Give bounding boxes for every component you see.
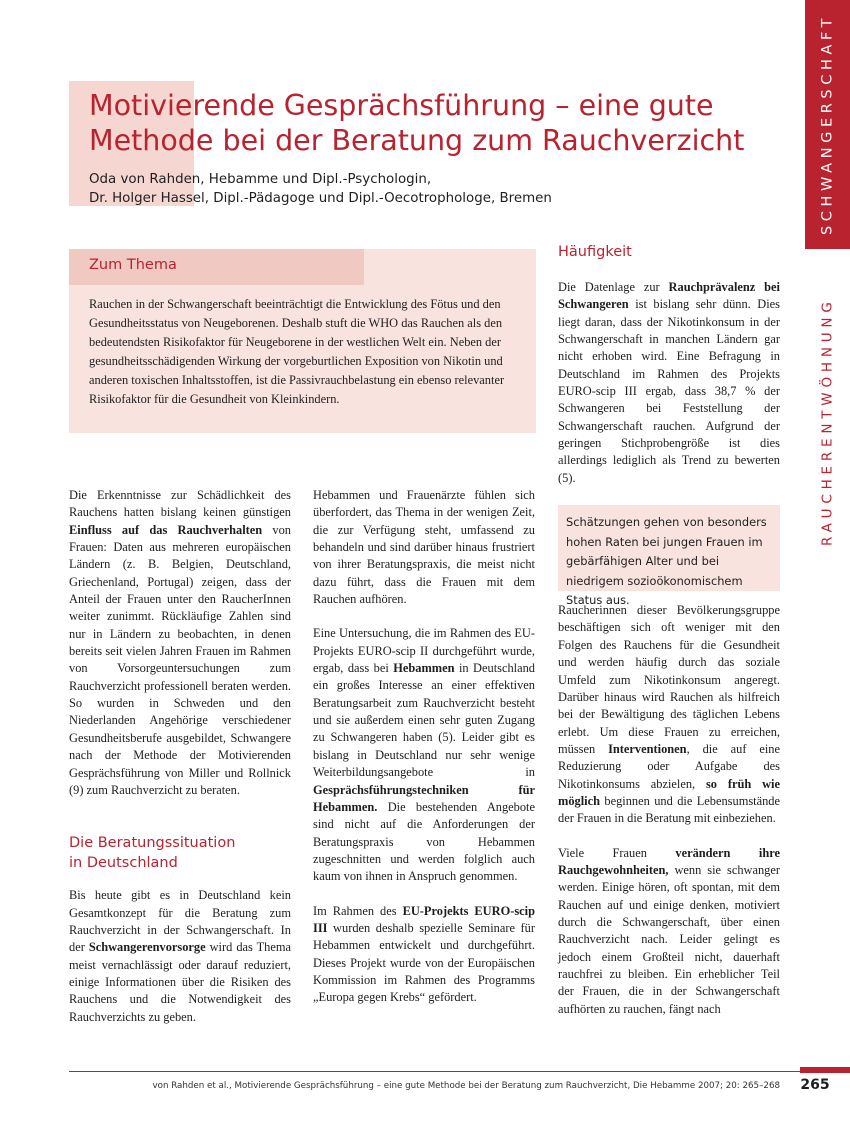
text-run: Die Datenlage zur (558, 280, 669, 294)
text-run: wenn sie schwanger werden. Einige hören, oft spontan, mit dem Rauchen auf und einige denken, motiviert durch die Schwangerschaft, über einen Rauchverzicht nach. Leider gelingt es jedoch einem Großteil nicht, dauerhaft rauchfrei zu bleiben. Ein erheblicher Teil der Frauen, die in der Schwangerschaft aufhörten zu rauchen, fängt nach (558, 862, 780, 1016)
author-line-1: Oda von Rahden, Hebamme und Dipl.-Psychologin, (89, 172, 432, 187)
page-number: 265 (800, 1077, 830, 1093)
text-run: Im Rahmen des (313, 903, 403, 918)
heading-line: in Deutschland (69, 855, 178, 872)
article-title (89, 88, 789, 158)
bold-run: Hebammen (393, 661, 455, 676)
topic-box-text: Rauchen in der Schwangerschaft beeinträchtigt die Entwicklung des Fötus und den Gesundheitsstatus von Neugeborenen. Deshalb stuft die WHO das Rauchen als den bedeutendsten Risikofaktor für Neugeborene in der westlichen Welt ein. Neben der gesundheitsschädigenden Wirkung der vorgeburtlichen Exposition von Nikotin und anderen toxischen Inhaltsstoffen, ist die Passivrauchbelastung ein ebenso relevanter Risikofaktor für die Gesundheit von Kleinkindern. (89, 297, 505, 407)
text-run: wird das Thema meist vernachlässigt oder darauf reduziert, einige Informationen über die Risiken des Rauchens und die Notwendigkeit des Rauchverzichts zu geben. (69, 940, 292, 1024)
bold-run: Gesprächsführungstechniken für Hebammen. (313, 782, 535, 814)
footer-citation: von Rahden et al., Motivierende Gesprächsführung – eine gute Methode bei der Beratung zum Rauchverzicht, Die Hebamme 2007; 20: 265–268 (152, 1081, 780, 1091)
paragraph: Hebammen und Frauenärzte fühlen sich überfordert, das Thema in der wenigen Zeit, die zur Verfügung steht, umfassend zu behandeln und sind darüber hinaus frustriert von ihrer Beratungspraxis, die meist nicht dazu führt, dass die Frauen mit dem Rauchen aufhören. (313, 488, 535, 607)
paragraph (69, 887, 291, 1026)
column-3 (558, 242, 780, 1018)
bold-run: so früh wie möglich (558, 776, 780, 808)
bold-run: Schwangerenvorsorge (88, 940, 206, 955)
authors (89, 170, 709, 208)
text-run: Raucherinnen dieser Bevölkerungsgruppe beschäftigen sich oft weniger mit den Folgen des Rauchens für die Gesundheit und werden häufig durch das soziale Umfeld zum Nikotinkonsum angeregt. Darüber hinaus wird Rauchen als hilfreich bei der Bewältigung des täglichen Lebens erlebt. Um diese Frauen zu erreichen, müssen (558, 603, 780, 756)
text-run: , die auf eine Reduzierung oder Aufgabe des Nikotinkonsums abzielen, (558, 741, 780, 791)
text-run: in Deutschland ein großes Interesse an einer effektiven Beratungsarbeit zum Rauchverzicht besteht und sie außerdem einen sehr guten Zugang zu Schwangeren haben (5). Leider gibt es bislang in Deutschland nur sehr wenige Weiterbildungsangebote in (313, 661, 535, 780)
text-run: ist bislang sehr dünn. Dies liegt daran, dass der Nikotinkonsum in der Schwangerschaft in manchen Ländern gar nicht erhoben wird. Eine Befragung in Deutschland im Rahmen des Projekts EURO-scip III ergab, dass 38,7 % der Schwangeren bei Feststellung der Schwangerschaft rauchen. Aufgrund der geringen Stichprobengröße ist dies allerdings lediglich als Trend zu bewerten (5). (558, 297, 780, 485)
paragraph (558, 602, 780, 827)
section-heading-beratungssituation (69, 833, 291, 873)
text-run: Bis heute gibt es in Deutschland kein Gesamtkonzept für die Beratung zum Rauchverzicht in der Schwangerschaft. In der (69, 888, 291, 955)
paragraph (558, 279, 780, 487)
bold-run: EU-Projekts EURO-scip III (313, 903, 535, 935)
text-run: von Frauen: Daten aus mehreren europäischen Ländern (z. B. Belgien, Deutschland, Griechenland, Portugal) zeigen, dass der Anteil der Frauen unter den RaucherInnen weiter zunimmt. Rückläufige Zahlen sind nur in Ländern zu beobachten, in denen bereits seit vielen Jahren Frauen im Rahmen von Vorsorgeuntersuchungen zum Rauchverzicht professionell beraten werden. So wurden in Schweden und den Niederlanden Angehörige verschiedener Gesundheitsberufe ausgebildet, Schwangere nach der Methode der Motivierenden Gesprächsführung von Miller und Rollnick (9) zum Rauchverzicht zu beraten. (69, 522, 292, 797)
paragraph (313, 625, 535, 885)
heading-line: Die Beratungssituation (69, 835, 236, 852)
bold-run: verändern ihre Rauchgewohnheiten, (558, 845, 780, 877)
footer-rule (69, 1071, 800, 1072)
text-run: beginnen und die Lebensumstände der Frauen in die Beratung mit einbeziehen. (558, 793, 780, 826)
title-line-1: Motivierende Gesprächsführung – eine gute (89, 89, 714, 122)
bold-run: Interventionen (608, 741, 687, 756)
text-run: Die Erkenntnisse zur Schädlichkeit des Rauchens hatten bislang keinen günstigen (69, 488, 291, 520)
text-run: Viele Frauen (558, 845, 676, 860)
paragraph (313, 903, 535, 1007)
text-run: Die bestehenden Angebote sind nicht auf die Anforderungen der Beratungspraxis von Hebammen zugeschnitten und werden folglich auch kaum von ihnen in Anspruch genommen. (313, 799, 535, 884)
paragraph (69, 487, 291, 799)
column-2 (313, 487, 535, 1007)
section-tab-raucherentwoehnung: RAUCHERENTWÖHNUNG (819, 297, 836, 547)
text-run: Eine Untersuchung, die im Rahmen des EU-Projekts EURO-scip II durchgeführt wurde, ergab, dass bei (313, 626, 535, 676)
column-1 (69, 487, 291, 1026)
topic-box-title: Zum Thema (89, 257, 177, 273)
footer-accent-bar (800, 1067, 850, 1073)
section-heading-haeufigkeit: Häufigkeit (558, 244, 632, 260)
callout-text: Schätzungen gehen von besonders hohen Raten bei jungen Frauen im gebärfähigen Alter und bei niedrigem sozioökonomischem Status aus. (566, 515, 767, 607)
bold-run: Rauchprävalenz bei Schwangeren (558, 280, 780, 312)
title-line-2: Methode bei der Beratung zum Rauchverzicht (89, 124, 745, 157)
paragraph (558, 845, 780, 1018)
bold-run: Einfluss auf das Rauchverhalten (69, 522, 263, 537)
section-tab-schwangerschaft: SCHWANGERSCHAFT (819, 13, 836, 236)
author-line-2: Dr. Holger Hassel, Dipl.-Pädagoge und Dipl.-Oecotrophologe, Bremen (89, 191, 552, 206)
text-run: wurden deshalb spezielle Seminare für Hebammen entwickelt und durchgeführt. Dieses Projekt wurde von der Europäischen Kommission im Rahmen des Programms „Europa gegen Krebs“ gefördert. (313, 920, 535, 1005)
